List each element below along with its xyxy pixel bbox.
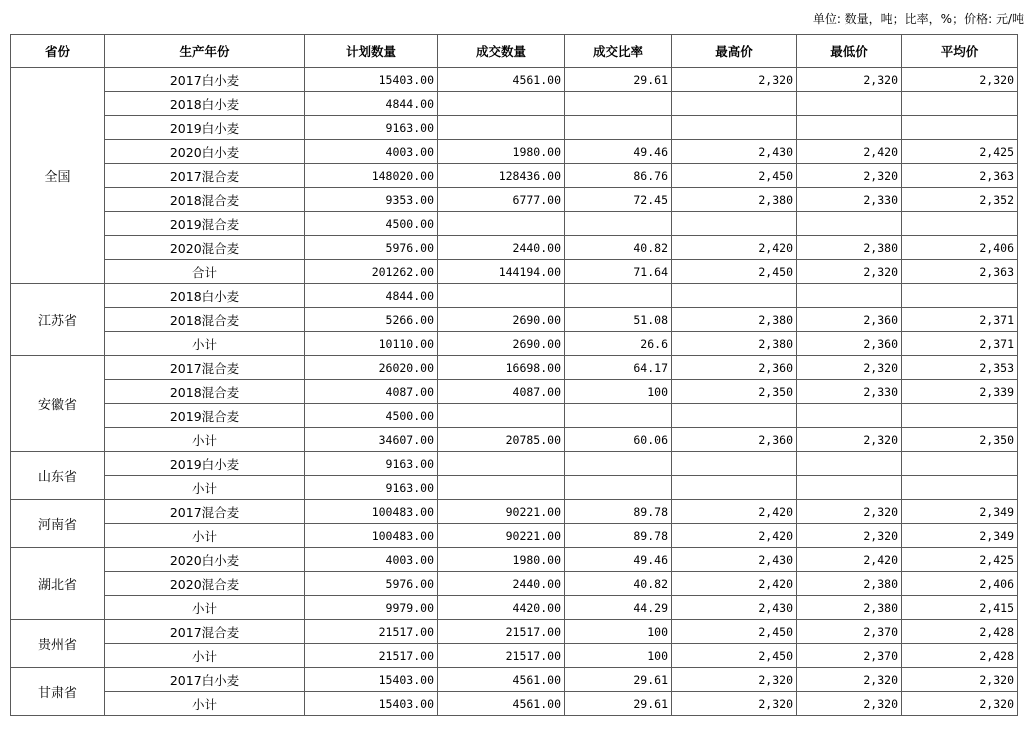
production-year-cell: 2020白小麦 <box>105 140 305 164</box>
unit-note: 单位: 数量，吨；比率，%；价格: 元/吨 <box>812 12 1024 26</box>
avg-price-cell: 2,339 <box>902 380 1018 404</box>
min-price-cell: 2,320 <box>797 68 902 92</box>
trade-ratio-cell <box>565 284 672 308</box>
header-production-year: 生产年份 <box>105 35 305 68</box>
trade-ratio-cell: 29.61 <box>565 68 672 92</box>
planned-quantity-cell: 9163.00 <box>305 116 438 140</box>
table-row <box>11 452 1018 476</box>
production-year-cell: 2019白小麦 <box>105 452 305 476</box>
trade-ratio-cell: 40.82 <box>565 572 672 596</box>
trade-ratio-cell <box>565 452 672 476</box>
avg-price-cell: 2,349 <box>902 524 1018 548</box>
table-row <box>11 284 1018 308</box>
province-cell: 全国 <box>11 68 105 284</box>
header-planned-quantity: 计划数量 <box>305 35 438 68</box>
table-row <box>11 668 1018 692</box>
traded-quantity-cell: 90221.00 <box>438 524 565 548</box>
planned-quantity-cell: 4003.00 <box>305 548 438 572</box>
table-row <box>11 500 1018 524</box>
max-price-cell <box>672 404 797 428</box>
production-year-cell: 2020白小麦 <box>105 548 305 572</box>
production-year-cell: 小计 <box>105 692 305 716</box>
table-row <box>11 164 1018 188</box>
production-year-cell: 合计 <box>105 260 305 284</box>
table-row <box>11 308 1018 332</box>
traded-quantity-cell: 6777.00 <box>438 188 565 212</box>
max-price-cell: 2,380 <box>672 308 797 332</box>
min-price-cell: 2,320 <box>797 500 902 524</box>
min-price-cell <box>797 92 902 116</box>
traded-quantity-cell: 90221.00 <box>438 500 565 524</box>
traded-quantity-cell: 2440.00 <box>438 572 565 596</box>
min-price-cell: 2,320 <box>797 692 902 716</box>
planned-quantity-cell: 201262.00 <box>305 260 438 284</box>
min-price-cell: 2,380 <box>797 596 902 620</box>
min-price-cell: 2,360 <box>797 308 902 332</box>
traded-quantity-cell: 4561.00 <box>438 692 565 716</box>
min-price-cell: 2,320 <box>797 668 902 692</box>
planned-quantity-cell: 4087.00 <box>305 380 438 404</box>
production-year-cell: 2018白小麦 <box>105 284 305 308</box>
trade-ratio-cell: 89.78 <box>565 524 672 548</box>
trade-ratio-cell: 100 <box>565 620 672 644</box>
table-row <box>11 428 1018 452</box>
min-price-cell <box>797 452 902 476</box>
avg-price-cell: 2,371 <box>902 332 1018 356</box>
max-price-cell: 2,450 <box>672 164 797 188</box>
min-price-cell: 2,320 <box>797 164 902 188</box>
trade-ratio-cell <box>565 92 672 116</box>
max-price-cell <box>672 116 797 140</box>
avg-price-cell <box>902 284 1018 308</box>
min-price-cell: 2,320 <box>797 356 902 380</box>
min-price-cell: 2,370 <box>797 620 902 644</box>
avg-price-cell: 2,428 <box>902 620 1018 644</box>
max-price-cell <box>672 92 797 116</box>
traded-quantity-cell: 1980.00 <box>438 548 565 572</box>
traded-quantity-cell: 2690.00 <box>438 332 565 356</box>
min-price-cell: 2,360 <box>797 332 902 356</box>
table-row <box>11 620 1018 644</box>
min-price-cell <box>797 212 902 236</box>
production-year-cell: 2019混合麦 <box>105 404 305 428</box>
trade-ratio-cell <box>565 404 672 428</box>
max-price-cell <box>672 452 797 476</box>
min-price-cell <box>797 116 902 140</box>
traded-quantity-cell: 21517.00 <box>438 644 565 668</box>
planned-quantity-cell: 9163.00 <box>305 452 438 476</box>
traded-quantity-cell: 21517.00 <box>438 620 565 644</box>
avg-price-cell: 2,349 <box>902 500 1018 524</box>
avg-price-cell: 2,320 <box>902 68 1018 92</box>
table-row <box>11 548 1018 572</box>
traded-quantity-cell: 1980.00 <box>438 140 565 164</box>
traded-quantity-cell: 128436.00 <box>438 164 565 188</box>
max-price-cell: 2,360 <box>672 428 797 452</box>
avg-price-cell <box>902 404 1018 428</box>
min-price-cell: 2,320 <box>797 428 902 452</box>
table-row <box>11 692 1018 716</box>
avg-price-cell: 2,320 <box>902 668 1018 692</box>
production-year-cell: 2017混合麦 <box>105 620 305 644</box>
max-price-cell: 2,450 <box>672 620 797 644</box>
max-price-cell: 2,420 <box>672 236 797 260</box>
min-price-cell <box>797 476 902 500</box>
production-year-cell: 2018白小麦 <box>105 92 305 116</box>
max-price-cell: 2,320 <box>672 68 797 92</box>
avg-price-cell: 2,352 <box>902 188 1018 212</box>
table-row <box>11 260 1018 284</box>
traded-quantity-cell <box>438 284 565 308</box>
planned-quantity-cell: 4003.00 <box>305 140 438 164</box>
production-year-cell: 2018混合麦 <box>105 188 305 212</box>
max-price-cell: 2,420 <box>672 572 797 596</box>
planned-quantity-cell: 4500.00 <box>305 404 438 428</box>
table-row <box>11 116 1018 140</box>
trade-ratio-cell: 29.61 <box>565 668 672 692</box>
traded-quantity-cell <box>438 116 565 140</box>
table-row <box>11 92 1018 116</box>
avg-price-cell: 2,363 <box>902 260 1018 284</box>
trade-ratio-cell: 29.61 <box>565 692 672 716</box>
province-cell: 山东省 <box>11 452 105 500</box>
planned-quantity-cell: 26020.00 <box>305 356 438 380</box>
planned-quantity-cell: 4500.00 <box>305 212 438 236</box>
province-cell: 甘肃省 <box>11 668 105 716</box>
trade-ratio-cell: 72.45 <box>565 188 672 212</box>
table-row <box>11 332 1018 356</box>
production-year-cell: 2017白小麦 <box>105 68 305 92</box>
province-cell: 安徽省 <box>11 356 105 452</box>
max-price-cell: 2,450 <box>672 260 797 284</box>
table-row <box>11 572 1018 596</box>
avg-price-cell <box>902 116 1018 140</box>
avg-price-cell <box>902 476 1018 500</box>
planned-quantity-cell: 34607.00 <box>305 428 438 452</box>
trade-ratio-cell: 86.76 <box>565 164 672 188</box>
max-price-cell: 2,380 <box>672 332 797 356</box>
max-price-cell: 2,450 <box>672 644 797 668</box>
max-price-cell: 2,430 <box>672 140 797 164</box>
trade-ratio-cell: 100 <box>565 644 672 668</box>
trade-ratio-cell: 49.46 <box>565 140 672 164</box>
trade-ratio-cell <box>565 476 672 500</box>
trade-ratio-cell <box>565 116 672 140</box>
production-year-cell: 2017白小麦 <box>105 668 305 692</box>
avg-price-cell: 2,371 <box>902 308 1018 332</box>
planned-quantity-cell: 148020.00 <box>305 164 438 188</box>
production-year-cell: 小计 <box>105 644 305 668</box>
trade-ratio-cell: 40.82 <box>565 236 672 260</box>
avg-price-cell: 2,353 <box>902 356 1018 380</box>
production-year-cell: 小计 <box>105 332 305 356</box>
header-min-price: 最低价 <box>797 35 902 68</box>
avg-price-cell: 2,320 <box>902 692 1018 716</box>
min-price-cell: 2,320 <box>797 260 902 284</box>
province-cell: 河南省 <box>11 500 105 548</box>
planned-quantity-cell: 15403.00 <box>305 668 438 692</box>
planned-quantity-cell: 10110.00 <box>305 332 438 356</box>
min-price-cell: 2,330 <box>797 188 902 212</box>
table-row <box>11 236 1018 260</box>
production-year-cell: 2019混合麦 <box>105 212 305 236</box>
traded-quantity-cell: 4420.00 <box>438 596 565 620</box>
table-row <box>11 212 1018 236</box>
min-price-cell: 2,380 <box>797 572 902 596</box>
production-year-cell: 2018混合麦 <box>105 380 305 404</box>
traded-quantity-cell: 2440.00 <box>438 236 565 260</box>
header-avg-price: 平均价 <box>902 35 1018 68</box>
max-price-cell <box>672 284 797 308</box>
trade-ratio-cell: 49.46 <box>565 548 672 572</box>
planned-quantity-cell: 100483.00 <box>305 524 438 548</box>
table-row <box>11 644 1018 668</box>
planned-quantity-cell: 9163.00 <box>305 476 438 500</box>
province-cell: 江苏省 <box>11 284 105 356</box>
max-price-cell: 2,420 <box>672 500 797 524</box>
trade-ratio-cell: 44.29 <box>565 596 672 620</box>
min-price-cell: 2,320 <box>797 524 902 548</box>
avg-price-cell: 2,425 <box>902 548 1018 572</box>
max-price-cell: 2,380 <box>672 188 797 212</box>
planned-quantity-cell: 21517.00 <box>305 644 438 668</box>
planned-quantity-cell: 4844.00 <box>305 92 438 116</box>
avg-price-cell: 2,406 <box>902 236 1018 260</box>
province-cell: 贵州省 <box>11 620 105 668</box>
min-price-cell <box>797 404 902 428</box>
planned-quantity-cell: 9979.00 <box>305 596 438 620</box>
planned-quantity-cell: 4844.00 <box>305 284 438 308</box>
max-price-cell <box>672 476 797 500</box>
min-price-cell <box>797 284 902 308</box>
table-row <box>11 596 1018 620</box>
max-price-cell: 2,430 <box>672 548 797 572</box>
production-year-cell: 2019白小麦 <box>105 116 305 140</box>
max-price-cell: 2,360 <box>672 356 797 380</box>
planned-quantity-cell: 15403.00 <box>305 68 438 92</box>
traded-quantity-cell: 4561.00 <box>438 668 565 692</box>
traded-quantity-cell: 16698.00 <box>438 356 565 380</box>
avg-price-cell: 2,350 <box>902 428 1018 452</box>
traded-quantity-cell <box>438 476 565 500</box>
min-price-cell: 2,370 <box>797 644 902 668</box>
table-row <box>11 476 1018 500</box>
table-row <box>11 140 1018 164</box>
production-year-cell: 2020混合麦 <box>105 572 305 596</box>
production-year-cell: 2017混合麦 <box>105 356 305 380</box>
header-max-price: 最高价 <box>672 35 797 68</box>
min-price-cell: 2,420 <box>797 140 902 164</box>
avg-price-cell: 2,363 <box>902 164 1018 188</box>
max-price-cell: 2,320 <box>672 692 797 716</box>
max-price-cell <box>672 212 797 236</box>
production-year-cell: 小计 <box>105 596 305 620</box>
trade-ratio-cell: 100 <box>565 380 672 404</box>
avg-price-cell: 2,406 <box>902 572 1018 596</box>
trade-ratio-cell: 89.78 <box>565 500 672 524</box>
trade-ratio-cell: 64.17 <box>565 356 672 380</box>
planned-quantity-cell: 5976.00 <box>305 572 438 596</box>
trade-ratio-cell: 51.08 <box>565 308 672 332</box>
traded-quantity-cell: 144194.00 <box>438 260 565 284</box>
production-year-cell: 2020混合麦 <box>105 236 305 260</box>
avg-price-cell: 2,428 <box>902 644 1018 668</box>
header-trade-ratio: 成交比率 <box>565 35 672 68</box>
traded-quantity-cell <box>438 212 565 236</box>
table-row <box>11 380 1018 404</box>
avg-price-cell: 2,425 <box>902 140 1018 164</box>
traded-quantity-cell <box>438 452 565 476</box>
table-body <box>11 68 1018 716</box>
min-price-cell: 2,380 <box>797 236 902 260</box>
traded-quantity-cell <box>438 92 565 116</box>
traded-quantity-cell <box>438 404 565 428</box>
planned-quantity-cell: 100483.00 <box>305 500 438 524</box>
production-year-cell: 2017混合麦 <box>105 500 305 524</box>
table-header-row <box>11 35 1018 68</box>
header-province: 省份 <box>11 35 105 68</box>
header-traded-quantity: 成交数量 <box>438 35 565 68</box>
trade-ratio-cell <box>565 212 672 236</box>
traded-quantity-cell: 4087.00 <box>438 380 565 404</box>
avg-price-cell <box>902 212 1018 236</box>
production-year-cell: 2018混合麦 <box>105 308 305 332</box>
table-row <box>11 188 1018 212</box>
avg-price-cell <box>902 452 1018 476</box>
traded-quantity-cell: 4561.00 <box>438 68 565 92</box>
min-price-cell: 2,330 <box>797 380 902 404</box>
table-row <box>11 404 1018 428</box>
max-price-cell: 2,320 <box>672 668 797 692</box>
avg-price-cell <box>902 92 1018 116</box>
production-year-cell: 小计 <box>105 428 305 452</box>
planned-quantity-cell: 21517.00 <box>305 620 438 644</box>
max-price-cell: 2,430 <box>672 596 797 620</box>
max-price-cell: 2,420 <box>672 524 797 548</box>
traded-quantity-cell: 2690.00 <box>438 308 565 332</box>
avg-price-cell: 2,415 <box>902 596 1018 620</box>
table-row <box>11 68 1018 92</box>
max-price-cell: 2,350 <box>672 380 797 404</box>
trade-ratio-cell: 71.64 <box>565 260 672 284</box>
traded-quantity-cell: 20785.00 <box>438 428 565 452</box>
production-year-cell: 小计 <box>105 476 305 500</box>
planned-quantity-cell: 15403.00 <box>305 692 438 716</box>
trade-ratio-cell: 60.06 <box>565 428 672 452</box>
table-row <box>11 356 1018 380</box>
planned-quantity-cell: 5266.00 <box>305 308 438 332</box>
production-year-cell: 2017混合麦 <box>105 164 305 188</box>
table-row <box>11 524 1018 548</box>
min-price-cell: 2,420 <box>797 548 902 572</box>
province-cell: 湖北省 <box>11 548 105 620</box>
trade-ratio-cell: 26.6 <box>565 332 672 356</box>
planned-quantity-cell: 5976.00 <box>305 236 438 260</box>
production-year-cell: 小计 <box>105 524 305 548</box>
auction-results-table <box>10 34 1018 716</box>
planned-quantity-cell: 9353.00 <box>305 188 438 212</box>
